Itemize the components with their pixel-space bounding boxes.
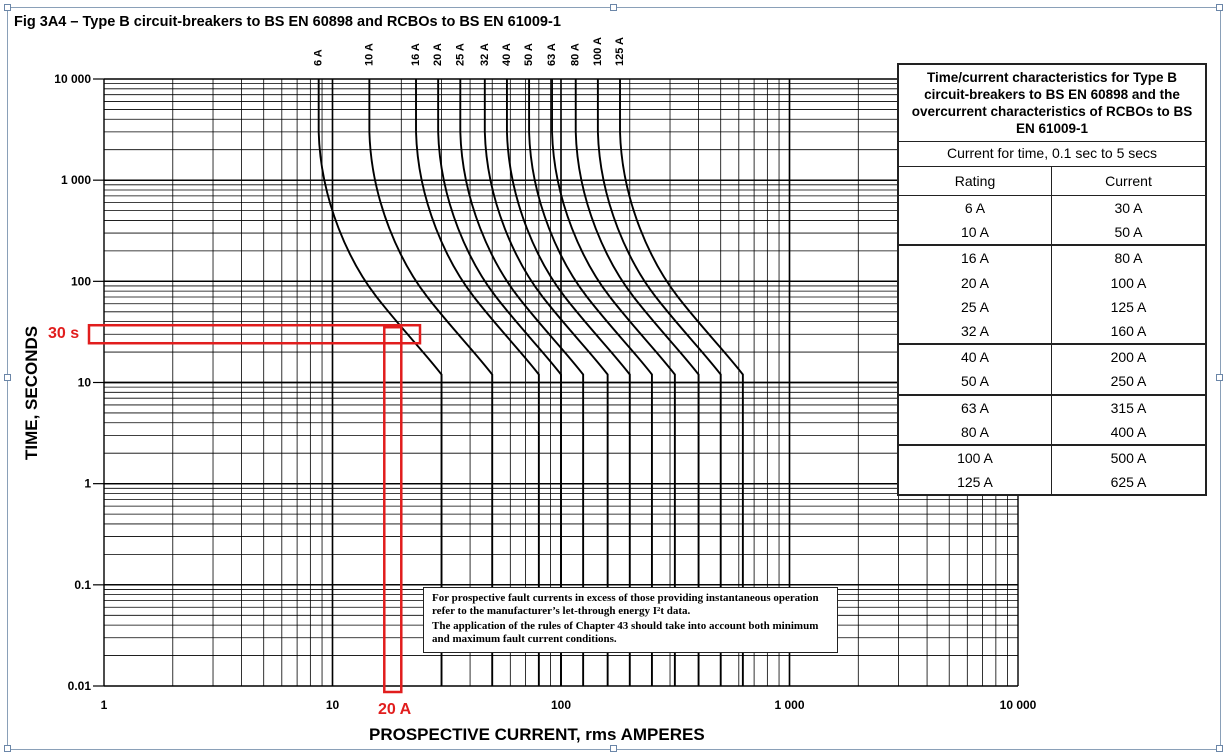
table-row [899, 444, 1205, 470]
rating-label-40a: 40 A [500, 43, 513, 66]
rating-cell: 20 A [899, 271, 1052, 295]
current-cell: 80 A [1114, 250, 1143, 267]
y-tick-label: 100 [70, 274, 91, 289]
figure-title: Fig 3A4 – Type B circuit-breakers to BS EN 60898 and RCBOs to BS EN 61009-1 [14, 14, 561, 30]
rating-cell: 125 A [899, 470, 1052, 494]
current-cell: 250 A [1110, 373, 1147, 390]
rating-cell: 32 A [899, 319, 1052, 343]
x-tick-label: 10 [325, 698, 340, 712]
current-cell: 30 A [1114, 200, 1143, 216]
table-row [899, 220, 1205, 244]
y-tick-label: 10 [77, 375, 91, 390]
annotation-markers [89, 325, 420, 692]
current-column-header: Current [1105, 173, 1152, 189]
rating-label-80a: 80 A [569, 43, 582, 66]
table-body [899, 196, 1205, 494]
table-row [899, 319, 1205, 343]
y-tick-label: 10 000 [54, 72, 91, 86]
rating-cell: 16 A [899, 246, 1052, 270]
table-row [899, 470, 1205, 494]
x-tick-label: 1 000 [774, 698, 805, 712]
rating-label-63a: 63 A [546, 43, 559, 66]
current-cell: 160 A [1110, 322, 1147, 339]
current-cell: 400 A [1110, 423, 1147, 440]
rating-label-20a: 20 A [432, 43, 445, 66]
table-row [899, 369, 1205, 393]
note-line-2: The application of the rules of Chapter 43 should take into account both minimum and maximum fault current conditions. [432, 620, 819, 645]
x-tick-label: 1 [100, 698, 108, 712]
current-cell: 625 A [1110, 474, 1147, 491]
x-tick-label: 10 000 [999, 698, 1037, 712]
table-header-row [899, 167, 1205, 196]
y-tick-label: 1 000 [60, 173, 91, 188]
rating-label-125a: 125 A [614, 37, 627, 66]
current-cell: 200 A [1110, 349, 1147, 366]
table-row [899, 295, 1205, 319]
rating-cell: 100 A [899, 446, 1052, 470]
note-line-1: For prospective fault currents in excess of those providing instantaneous operation refer to the manufacturer’s let-through energy I²t data. [432, 592, 819, 617]
rating-labels [313, 37, 626, 66]
table-row [899, 343, 1205, 369]
rating-column-header: Rating [899, 167, 1052, 195]
y-tick-label: 1 [84, 476, 91, 491]
current-cell: 100 A [1110, 274, 1147, 291]
characteristics-table [897, 63, 1207, 496]
rating-cell: 10 A [899, 220, 1052, 244]
rating-cell: 6 A [899, 196, 1052, 220]
y-axis-label: TIME, SECONDS [22, 325, 41, 460]
rating-label-32a: 32 A [478, 43, 491, 66]
table-row [899, 420, 1205, 444]
rating-label-10a: 10 A [363, 43, 376, 66]
table-row [899, 394, 1205, 420]
table-subtitle: Current for time, 0.1 sec to 5 secs [899, 142, 1205, 167]
rating-label-6a: 6 A [312, 49, 325, 66]
rating-label-16a: 16 A [410, 43, 423, 66]
rating-label-25a: 25 A [454, 43, 467, 66]
fault-current-note [423, 587, 838, 653]
current-cell: 125 A [1110, 298, 1147, 315]
current-marker-label: 20 A [378, 701, 412, 718]
table-row [899, 271, 1205, 295]
current-cell: 315 A [1110, 399, 1147, 416]
rating-cell: 25 A [899, 295, 1052, 319]
rating-label-100a: 100 A [591, 37, 604, 66]
current-cell: 500 A [1110, 449, 1147, 466]
current-cell: 50 A [1114, 224, 1143, 241]
rating-cell: 63 A [899, 396, 1052, 420]
y-tick-label: 0.01 [67, 679, 91, 693]
table-row [899, 196, 1205, 220]
y-tick-label: 0.1 [74, 577, 91, 592]
rating-cell: 80 A [899, 420, 1052, 444]
table-row [899, 244, 1205, 270]
rating-cell: 40 A [899, 345, 1052, 369]
time-marker-label: 30 s [48, 325, 80, 342]
x-axis-label: PROSPECTIVE CURRENT, rms AMPERES [369, 725, 705, 744]
table-title: Time/current characteristics for Type B circuit-breakers to BS EN 60898 and the overcurrent characteristics of RCBOs to BS EN 61009-1 [899, 65, 1205, 142]
x-tick-label: 100 [550, 698, 572, 712]
rating-cell: 50 A [899, 369, 1052, 393]
rating-label-50a: 50 A [523, 43, 536, 66]
